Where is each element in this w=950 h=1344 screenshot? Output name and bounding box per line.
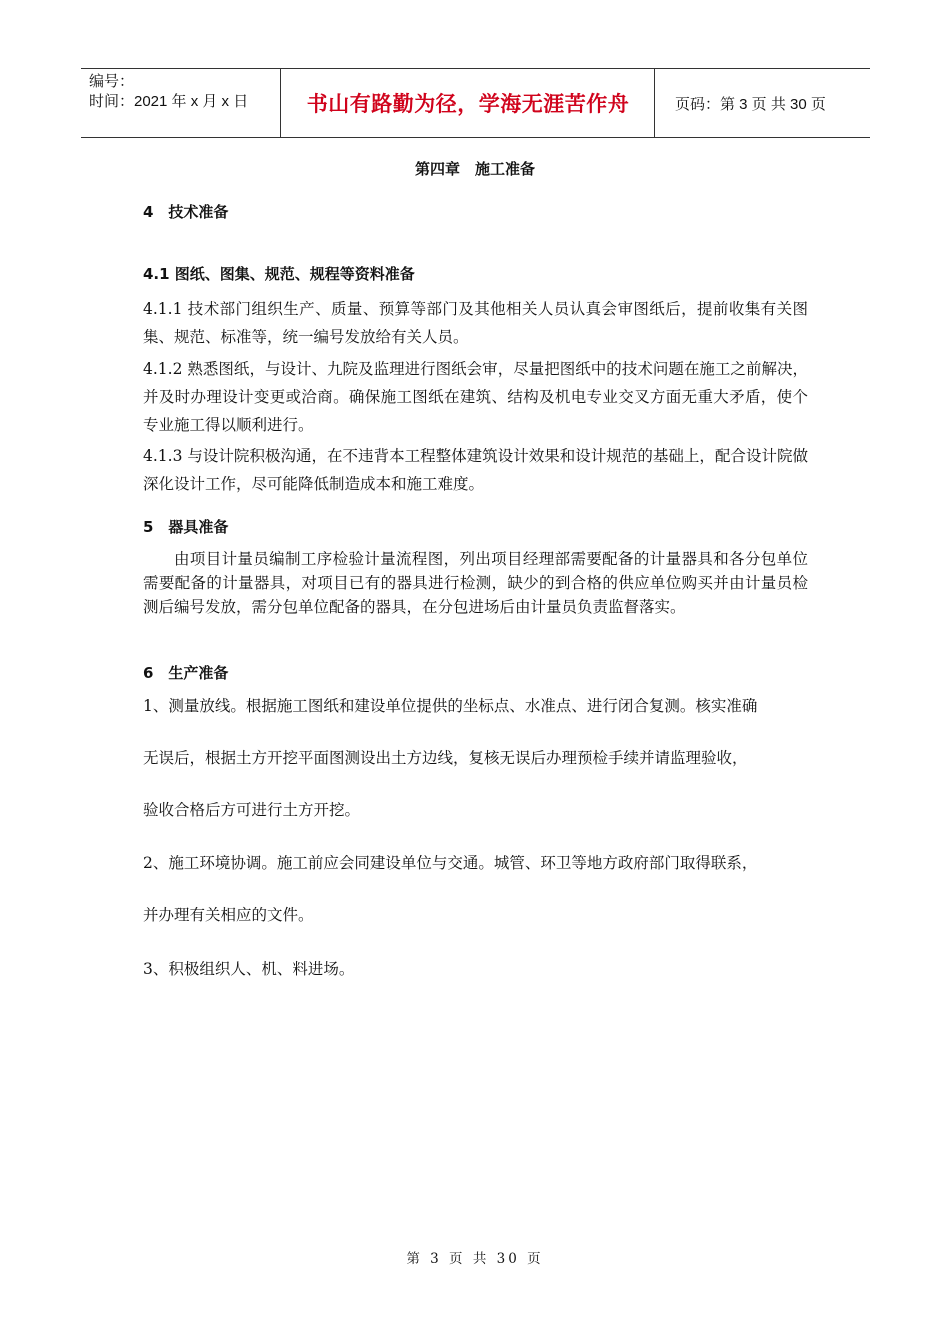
paragraph-6-2-line-1: 2、施工环境协调。施工前应会同建设单位与交通。城管、环卫等地方政府部门取得联系， xyxy=(143,854,758,872)
paragraph-5: 由项目计量员编制工序检验计量流程图，列出项目经理部需要配备的计量器具和各分包单位需要配备的计量器具，对项目已有的器具进行检测，缺少的到合格的供应单位购买并由计量员检测后编号发放，需分包单位配备的器具，在分包进场后由计量员负责监督落实。 xyxy=(143,550,808,616)
section-6-heading: 6 生产准备 xyxy=(143,664,229,682)
section-5-heading: 5 器具准备 xyxy=(143,518,229,536)
paragraph-6-1-line-3: 验收合格后方可进行土方开挖。 xyxy=(143,801,361,819)
paragraph-6-1-line-1: 1、测量放线。根据施工图纸和建设单位提供的坐标点、水准点、进行闭合复测。核实准确 xyxy=(143,697,758,715)
header-table xyxy=(81,68,870,138)
paragraph-4-1-1: 4.1.1 技术部门组织生产、质量、预算等部门及其他相关人员认真会审图纸后，提前收集有关图集、规范、标准等，统一编号发放给有关人员。 xyxy=(143,300,808,346)
page-info xyxy=(665,69,870,137)
page-footer: 第 3 页 共 30 页 xyxy=(406,1251,544,1267)
chapter-title: 第四章 施工准备 xyxy=(414,160,535,178)
section-4-1-heading: 4.1 图纸、图集、规范、规程等资料准备 xyxy=(143,265,415,283)
paragraph-4-1-3: 4.1.3 与设计院积极沟通，在不违背本工程整体建筑设计效果和设计规范的基础上，配合设计院做深化设计工作，尽可能降低制造成本和施工难度。 xyxy=(143,447,808,493)
paragraph-6-1-line-2: 无误后，根据土方开挖平面图测设出土方边线，复核无误后办理预检手续并请监理验收， xyxy=(143,749,748,767)
paragraph-4-1-2: 4.1.2 熟悉图纸，与设计、九院及监理进行图纸会审，尽量把图纸中的技术问题在施工之前解决，并及时办理设计变更或洽商。确保施工图纸在建筑、结构及机电专业交叉方面无重大矛盾，使个专业施工得以顺利进行。 xyxy=(143,360,808,434)
serial-label: 编号： xyxy=(89,73,135,90)
page-info-text: 页码：第 3 页 共 30 页 xyxy=(675,95,826,113)
paragraph-6-2-line-2: 并办理有关相应的文件。 xyxy=(143,906,314,924)
section-4-heading: 4 技术准备 xyxy=(143,203,229,221)
time-label: 时间：2021 年 x 月 x 日 xyxy=(89,93,249,110)
header-left-cell xyxy=(81,69,281,137)
paragraph-6-3: 3、积极组织人、机、料进场。 xyxy=(143,960,355,978)
motto: 书山有路勤为径，学海无涯苦作舟 xyxy=(282,69,655,137)
